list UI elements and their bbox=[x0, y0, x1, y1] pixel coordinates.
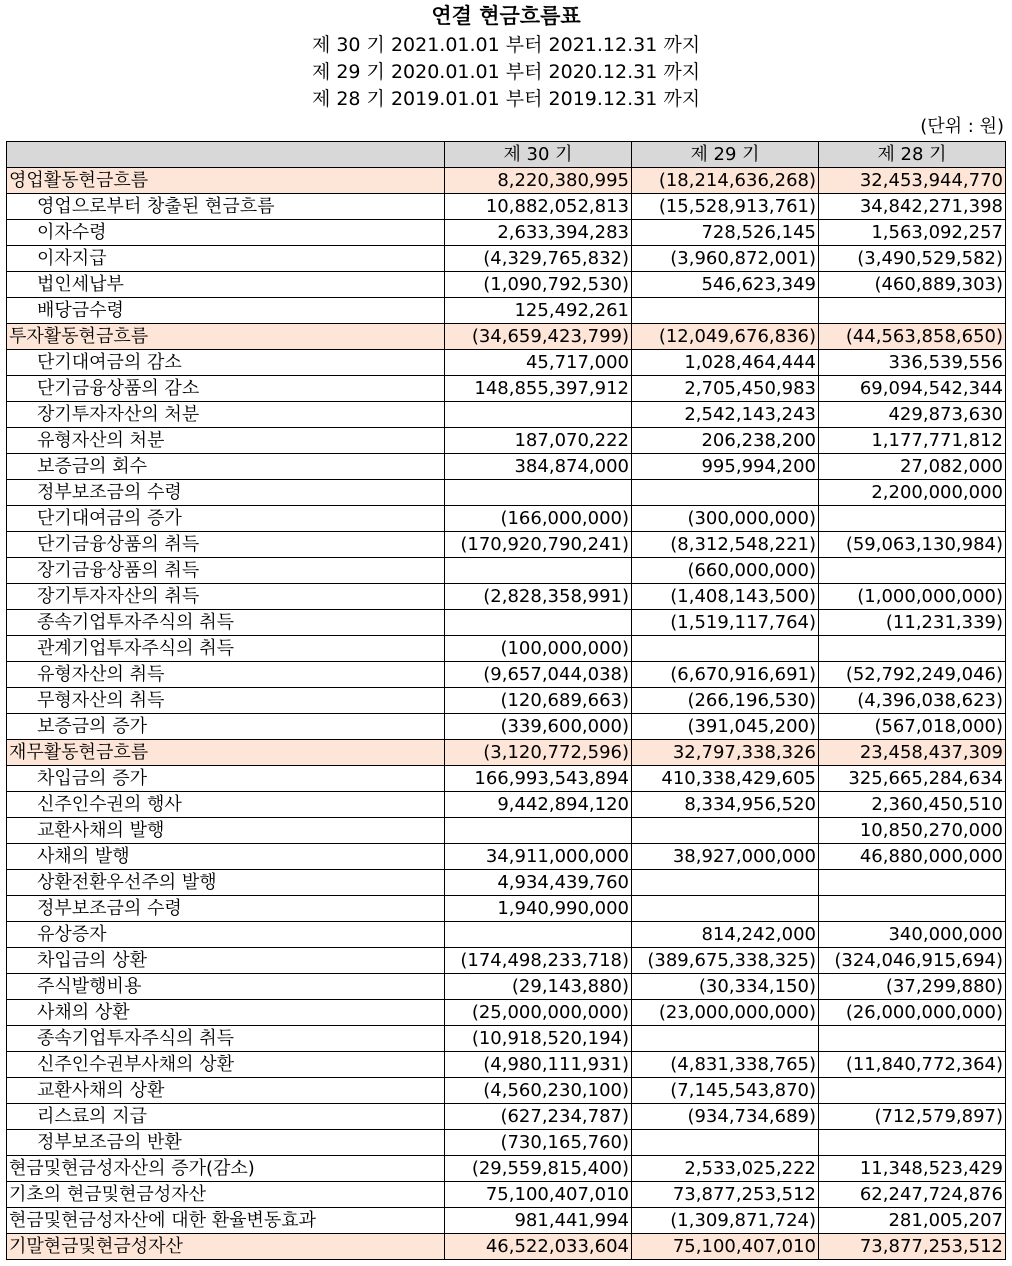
row-value-period-30: (2,828,358,991) bbox=[445, 584, 632, 610]
row-label: 주식발행비용 bbox=[7, 974, 445, 1000]
column-header-label bbox=[7, 142, 445, 168]
row-value-period-28: (712,579,897) bbox=[819, 1104, 1006, 1130]
row-label: 차입금의 증가 bbox=[7, 766, 445, 792]
row-label: 장기금융상품의 취득 bbox=[7, 558, 445, 584]
row-value-period-28: (567,018,000) bbox=[819, 714, 1006, 740]
row-value-period-29: (391,045,200) bbox=[632, 714, 819, 740]
table-row bbox=[7, 714, 1006, 740]
row-value-period-28: 73,877,253,512 bbox=[819, 1234, 1006, 1260]
row-value-period-30: (730,165,760) bbox=[445, 1130, 632, 1156]
row-label: 단기대여금의 증가 bbox=[7, 506, 445, 532]
table-row bbox=[7, 220, 1006, 246]
table-row bbox=[7, 922, 1006, 948]
table-row bbox=[7, 1078, 1006, 1104]
table-row bbox=[7, 974, 1006, 1000]
row-label: 기말현금및현금성자산 bbox=[7, 1234, 445, 1260]
table-row bbox=[7, 1026, 1006, 1052]
row-value-period-28: 11,348,523,429 bbox=[819, 1156, 1006, 1182]
table-row bbox=[7, 1182, 1006, 1208]
row-value-period-30: (4,980,111,931) bbox=[445, 1052, 632, 1078]
row-value-period-28: 23,458,437,309 bbox=[819, 740, 1006, 766]
row-value-period-30 bbox=[445, 480, 632, 506]
cash-flow-table bbox=[6, 141, 1006, 1260]
period-line: 제 29 기 2020.01.01 부터 2020.12.31 까지 bbox=[311, 61, 701, 83]
row-value-period-30: (100,000,000) bbox=[445, 636, 632, 662]
row-value-period-28: (1,000,000,000) bbox=[819, 584, 1006, 610]
row-value-period-28 bbox=[819, 870, 1006, 896]
row-value-period-28 bbox=[819, 506, 1006, 532]
row-value-period-28: 325,665,284,634 bbox=[819, 766, 1006, 792]
row-label: 단기대여금의 감소 bbox=[7, 350, 445, 376]
row-value-period-29: (389,675,338,325) bbox=[632, 948, 819, 974]
row-label: 장기투자자산의 취득 bbox=[7, 584, 445, 610]
table-row bbox=[7, 870, 1006, 896]
row-value-period-29 bbox=[632, 870, 819, 896]
row-value-period-29 bbox=[632, 1026, 819, 1052]
table-row bbox=[7, 584, 1006, 610]
row-value-period-29: 38,927,000,000 bbox=[632, 844, 819, 870]
row-value-period-29: (7,145,543,870) bbox=[632, 1078, 819, 1104]
row-value-period-28: (44,563,858,650) bbox=[819, 324, 1006, 350]
row-value-period-29: 410,338,429,605 bbox=[632, 766, 819, 792]
row-label: 보증금의 증가 bbox=[7, 714, 445, 740]
row-value-period-30: 2,633,394,283 bbox=[445, 220, 632, 246]
table-row bbox=[7, 532, 1006, 558]
row-value-period-29 bbox=[632, 636, 819, 662]
table-row bbox=[7, 740, 1006, 766]
table-row bbox=[7, 896, 1006, 922]
row-value-period-29: 546,623,349 bbox=[632, 272, 819, 298]
row-label: 정부보조금의 반환 bbox=[7, 1130, 445, 1156]
row-label: 현금및현금성자산에 대한 환율변동효과 bbox=[7, 1208, 445, 1234]
row-value-period-29: (266,196,530) bbox=[632, 688, 819, 714]
table-row bbox=[7, 662, 1006, 688]
row-value-period-29: (934,734,689) bbox=[632, 1104, 819, 1130]
table-row bbox=[7, 1000, 1006, 1026]
unit-label: (단위 : 원) bbox=[920, 116, 1004, 137]
row-value-period-29: (3,960,872,001) bbox=[632, 246, 819, 272]
row-label: 투자활동현금흐름 bbox=[7, 324, 445, 350]
row-label: 무형자산의 취득 bbox=[7, 688, 445, 714]
row-value-period-28: (11,840,772,364) bbox=[819, 1052, 1006, 1078]
row-label: 정부보조금의 수령 bbox=[7, 480, 445, 506]
row-value-period-28 bbox=[819, 298, 1006, 324]
row-value-period-30: 8,220,380,995 bbox=[445, 168, 632, 194]
statement-title: 연결 현금흐름표 bbox=[431, 4, 581, 28]
row-value-period-30: 166,993,543,894 bbox=[445, 766, 632, 792]
row-value-period-30: (25,000,000,000) bbox=[445, 1000, 632, 1026]
row-value-period-28: 336,539,556 bbox=[819, 350, 1006, 376]
row-value-period-30: 9,442,894,120 bbox=[445, 792, 632, 818]
table-row bbox=[7, 766, 1006, 792]
table-row bbox=[7, 272, 1006, 298]
row-value-period-29: (6,670,916,691) bbox=[632, 662, 819, 688]
row-value-period-28: 10,850,270,000 bbox=[819, 818, 1006, 844]
row-value-period-30: (4,329,765,832) bbox=[445, 246, 632, 272]
row-value-period-29: 728,526,145 bbox=[632, 220, 819, 246]
row-value-period-28: (3,490,529,582) bbox=[819, 246, 1006, 272]
row-value-period-29: 995,994,200 bbox=[632, 454, 819, 480]
row-value-period-30: 125,492,261 bbox=[445, 298, 632, 324]
row-value-period-28: (324,046,915,694) bbox=[819, 948, 1006, 974]
row-value-period-30 bbox=[445, 610, 632, 636]
row-value-period-28: 34,842,271,398 bbox=[819, 194, 1006, 220]
table-row bbox=[7, 350, 1006, 376]
row-value-period-29: (4,831,338,765) bbox=[632, 1052, 819, 1078]
row-value-period-29: 32,797,338,326 bbox=[632, 740, 819, 766]
table-row bbox=[7, 558, 1006, 584]
table-row bbox=[7, 194, 1006, 220]
table-row bbox=[7, 428, 1006, 454]
row-value-period-28: 46,880,000,000 bbox=[819, 844, 1006, 870]
column-header-period-28: 제 28 기 bbox=[819, 142, 1006, 168]
row-value-period-30 bbox=[445, 818, 632, 844]
row-value-period-28: 1,177,771,812 bbox=[819, 428, 1006, 454]
row-value-period-28: 2,360,450,510 bbox=[819, 792, 1006, 818]
row-label: 사채의 발행 bbox=[7, 844, 445, 870]
row-label: 사채의 상환 bbox=[7, 1000, 445, 1026]
row-value-period-30: 187,070,222 bbox=[445, 428, 632, 454]
row-value-period-30: (627,234,787) bbox=[445, 1104, 632, 1130]
row-value-period-29: (300,000,000) bbox=[632, 506, 819, 532]
row-value-period-28: (4,396,038,623) bbox=[819, 688, 1006, 714]
row-value-period-29: (8,312,548,221) bbox=[632, 532, 819, 558]
row-value-period-30: 4,934,439,760 bbox=[445, 870, 632, 896]
row-label: 신주인수권부사채의 상환 bbox=[7, 1052, 445, 1078]
row-value-period-30 bbox=[445, 402, 632, 428]
column-header-period-29: 제 29 기 bbox=[632, 142, 819, 168]
row-label: 종속기업투자주식의 취득 bbox=[7, 1026, 445, 1052]
row-label: 관계기업투자주식의 취득 bbox=[7, 636, 445, 662]
row-label: 영업으로부터 창출된 현금흐름 bbox=[7, 194, 445, 220]
table-row bbox=[7, 480, 1006, 506]
row-value-period-28 bbox=[819, 1078, 1006, 1104]
period-line: 제 30 기 2021.01.01 부터 2021.12.31 까지 bbox=[311, 34, 701, 56]
row-value-period-28: (11,231,339) bbox=[819, 610, 1006, 636]
table-row bbox=[7, 1208, 1006, 1234]
row-label: 차입금의 상환 bbox=[7, 948, 445, 974]
row-value-period-28 bbox=[819, 896, 1006, 922]
row-value-period-28 bbox=[819, 636, 1006, 662]
row-label: 유형자산의 취득 bbox=[7, 662, 445, 688]
row-value-period-29: (12,049,676,836) bbox=[632, 324, 819, 350]
row-value-period-28: 1,563,092,257 bbox=[819, 220, 1006, 246]
row-value-period-30: (1,090,792,530) bbox=[445, 272, 632, 298]
row-label: 장기투자자산의 처분 bbox=[7, 402, 445, 428]
row-value-period-28: (59,063,130,984) bbox=[819, 532, 1006, 558]
row-value-period-29: 814,242,000 bbox=[632, 922, 819, 948]
row-value-period-30: (3,120,772,596) bbox=[445, 740, 632, 766]
row-value-period-28: 32,453,944,770 bbox=[819, 168, 1006, 194]
row-value-period-30 bbox=[445, 922, 632, 948]
row-value-period-30 bbox=[445, 558, 632, 584]
row-label: 보증금의 회수 bbox=[7, 454, 445, 480]
row-value-period-30: 148,855,397,912 bbox=[445, 376, 632, 402]
row-label: 유형자산의 처분 bbox=[7, 428, 445, 454]
row-value-period-29: (660,000,000) bbox=[632, 558, 819, 584]
row-label: 현금및현금성자산의 증가(감소) bbox=[7, 1156, 445, 1182]
row-label: 유상증자 bbox=[7, 922, 445, 948]
row-label: 교환사채의 발행 bbox=[7, 818, 445, 844]
table-row bbox=[7, 298, 1006, 324]
row-value-period-29: (23,000,000,000) bbox=[632, 1000, 819, 1026]
row-label: 교환사채의 상환 bbox=[7, 1078, 445, 1104]
table-header-row bbox=[7, 142, 1006, 168]
row-value-period-29: 2,705,450,983 bbox=[632, 376, 819, 402]
row-value-period-29: 2,533,025,222 bbox=[632, 1156, 819, 1182]
row-value-period-30: 981,441,994 bbox=[445, 1208, 632, 1234]
row-value-period-28: 69,094,542,344 bbox=[819, 376, 1006, 402]
row-value-period-29 bbox=[632, 298, 819, 324]
row-value-period-30: (170,920,790,241) bbox=[445, 532, 632, 558]
row-label: 재무활동현금흐름 bbox=[7, 740, 445, 766]
row-value-period-29: 1,028,464,444 bbox=[632, 350, 819, 376]
table-row bbox=[7, 402, 1006, 428]
row-value-period-28: 27,082,000 bbox=[819, 454, 1006, 480]
row-value-period-29 bbox=[632, 896, 819, 922]
row-value-period-29: 8,334,956,520 bbox=[632, 792, 819, 818]
table-row bbox=[7, 1156, 1006, 1182]
row-value-period-28: 429,873,630 bbox=[819, 402, 1006, 428]
table-row bbox=[7, 1234, 1006, 1260]
table-row bbox=[7, 844, 1006, 870]
table-row bbox=[7, 324, 1006, 350]
row-value-period-29 bbox=[632, 1130, 819, 1156]
row-value-period-30: (29,559,815,400) bbox=[445, 1156, 632, 1182]
row-value-period-29: (1,408,143,500) bbox=[632, 584, 819, 610]
row-value-period-28: (52,792,249,046) bbox=[819, 662, 1006, 688]
table-row bbox=[7, 1104, 1006, 1130]
table-body bbox=[7, 168, 1006, 1260]
row-label: 상환전환우선주의 발행 bbox=[7, 870, 445, 896]
row-label: 법인세납부 bbox=[7, 272, 445, 298]
table-row bbox=[7, 792, 1006, 818]
row-value-period-30: (29,143,880) bbox=[445, 974, 632, 1000]
row-label: 이자수령 bbox=[7, 220, 445, 246]
row-label: 기초의 현금및현금성자산 bbox=[7, 1182, 445, 1208]
row-value-period-28: 340,000,000 bbox=[819, 922, 1006, 948]
row-value-period-30: (174,498,233,718) bbox=[445, 948, 632, 974]
row-value-period-30: 384,874,000 bbox=[445, 454, 632, 480]
row-label: 단기금융상품의 감소 bbox=[7, 376, 445, 402]
row-value-period-29: (1,519,117,764) bbox=[632, 610, 819, 636]
row-value-period-29: 73,877,253,512 bbox=[632, 1182, 819, 1208]
row-label: 종속기업투자주식의 취득 bbox=[7, 610, 445, 636]
row-value-period-29: (1,309,871,724) bbox=[632, 1208, 819, 1234]
row-value-period-29: (18,214,636,268) bbox=[632, 168, 819, 194]
table-row bbox=[7, 454, 1006, 480]
row-value-period-28 bbox=[819, 1130, 1006, 1156]
row-value-period-30: (4,560,230,100) bbox=[445, 1078, 632, 1104]
row-value-period-29: 206,238,200 bbox=[632, 428, 819, 454]
row-value-period-30: 34,911,000,000 bbox=[445, 844, 632, 870]
row-value-period-30: (10,918,520,194) bbox=[445, 1026, 632, 1052]
table-row bbox=[7, 506, 1006, 532]
row-value-period-30: 10,882,052,813 bbox=[445, 194, 632, 220]
row-value-period-29 bbox=[632, 818, 819, 844]
row-value-period-30: 46,522,033,604 bbox=[445, 1234, 632, 1260]
row-label: 영업활동현금흐름 bbox=[7, 168, 445, 194]
row-value-period-29: 75,100,407,010 bbox=[632, 1234, 819, 1260]
table-row bbox=[7, 636, 1006, 662]
row-value-period-28 bbox=[819, 1026, 1006, 1052]
row-label: 이자지급 bbox=[7, 246, 445, 272]
row-label: 리스료의 지급 bbox=[7, 1104, 445, 1130]
row-value-period-28 bbox=[819, 558, 1006, 584]
table-row bbox=[7, 376, 1006, 402]
row-value-period-30: (166,000,000) bbox=[445, 506, 632, 532]
column-header-period-30: 제 30 기 bbox=[445, 142, 632, 168]
table-row bbox=[7, 818, 1006, 844]
row-value-period-29: (30,334,150) bbox=[632, 974, 819, 1000]
row-value-period-28: 281,005,207 bbox=[819, 1208, 1006, 1234]
row-value-period-29 bbox=[632, 480, 819, 506]
row-value-period-30: 1,940,990,000 bbox=[445, 896, 632, 922]
row-value-period-28: (460,889,303) bbox=[819, 272, 1006, 298]
row-value-period-30: 45,717,000 bbox=[445, 350, 632, 376]
row-label: 정부보조금의 수령 bbox=[7, 896, 445, 922]
row-value-period-28: (26,000,000,000) bbox=[819, 1000, 1006, 1026]
row-value-period-29: 2,542,143,243 bbox=[632, 402, 819, 428]
row-value-period-30: (34,659,423,799) bbox=[445, 324, 632, 350]
row-value-period-28: 62,247,724,876 bbox=[819, 1182, 1006, 1208]
period-line: 제 28 기 2019.01.01 부터 2019.12.31 까지 bbox=[311, 88, 701, 110]
table-row bbox=[7, 1130, 1006, 1156]
row-label: 단기금융상품의 취득 bbox=[7, 532, 445, 558]
row-value-period-30: (339,600,000) bbox=[445, 714, 632, 740]
row-value-period-28: (37,299,880) bbox=[819, 974, 1006, 1000]
table-row bbox=[7, 246, 1006, 272]
row-value-period-30: 75,100,407,010 bbox=[445, 1182, 632, 1208]
row-value-period-28: 2,200,000,000 bbox=[819, 480, 1006, 506]
row-value-period-30: (9,657,044,038) bbox=[445, 662, 632, 688]
table-row bbox=[7, 168, 1006, 194]
row-label: 배당금수령 bbox=[7, 298, 445, 324]
table-row bbox=[7, 948, 1006, 974]
row-value-period-29: (15,528,913,761) bbox=[632, 194, 819, 220]
table-row bbox=[7, 610, 1006, 636]
table-row bbox=[7, 688, 1006, 714]
row-value-period-30: (120,689,663) bbox=[445, 688, 632, 714]
table-row bbox=[7, 1052, 1006, 1078]
row-label: 신주인수권의 행사 bbox=[7, 792, 445, 818]
